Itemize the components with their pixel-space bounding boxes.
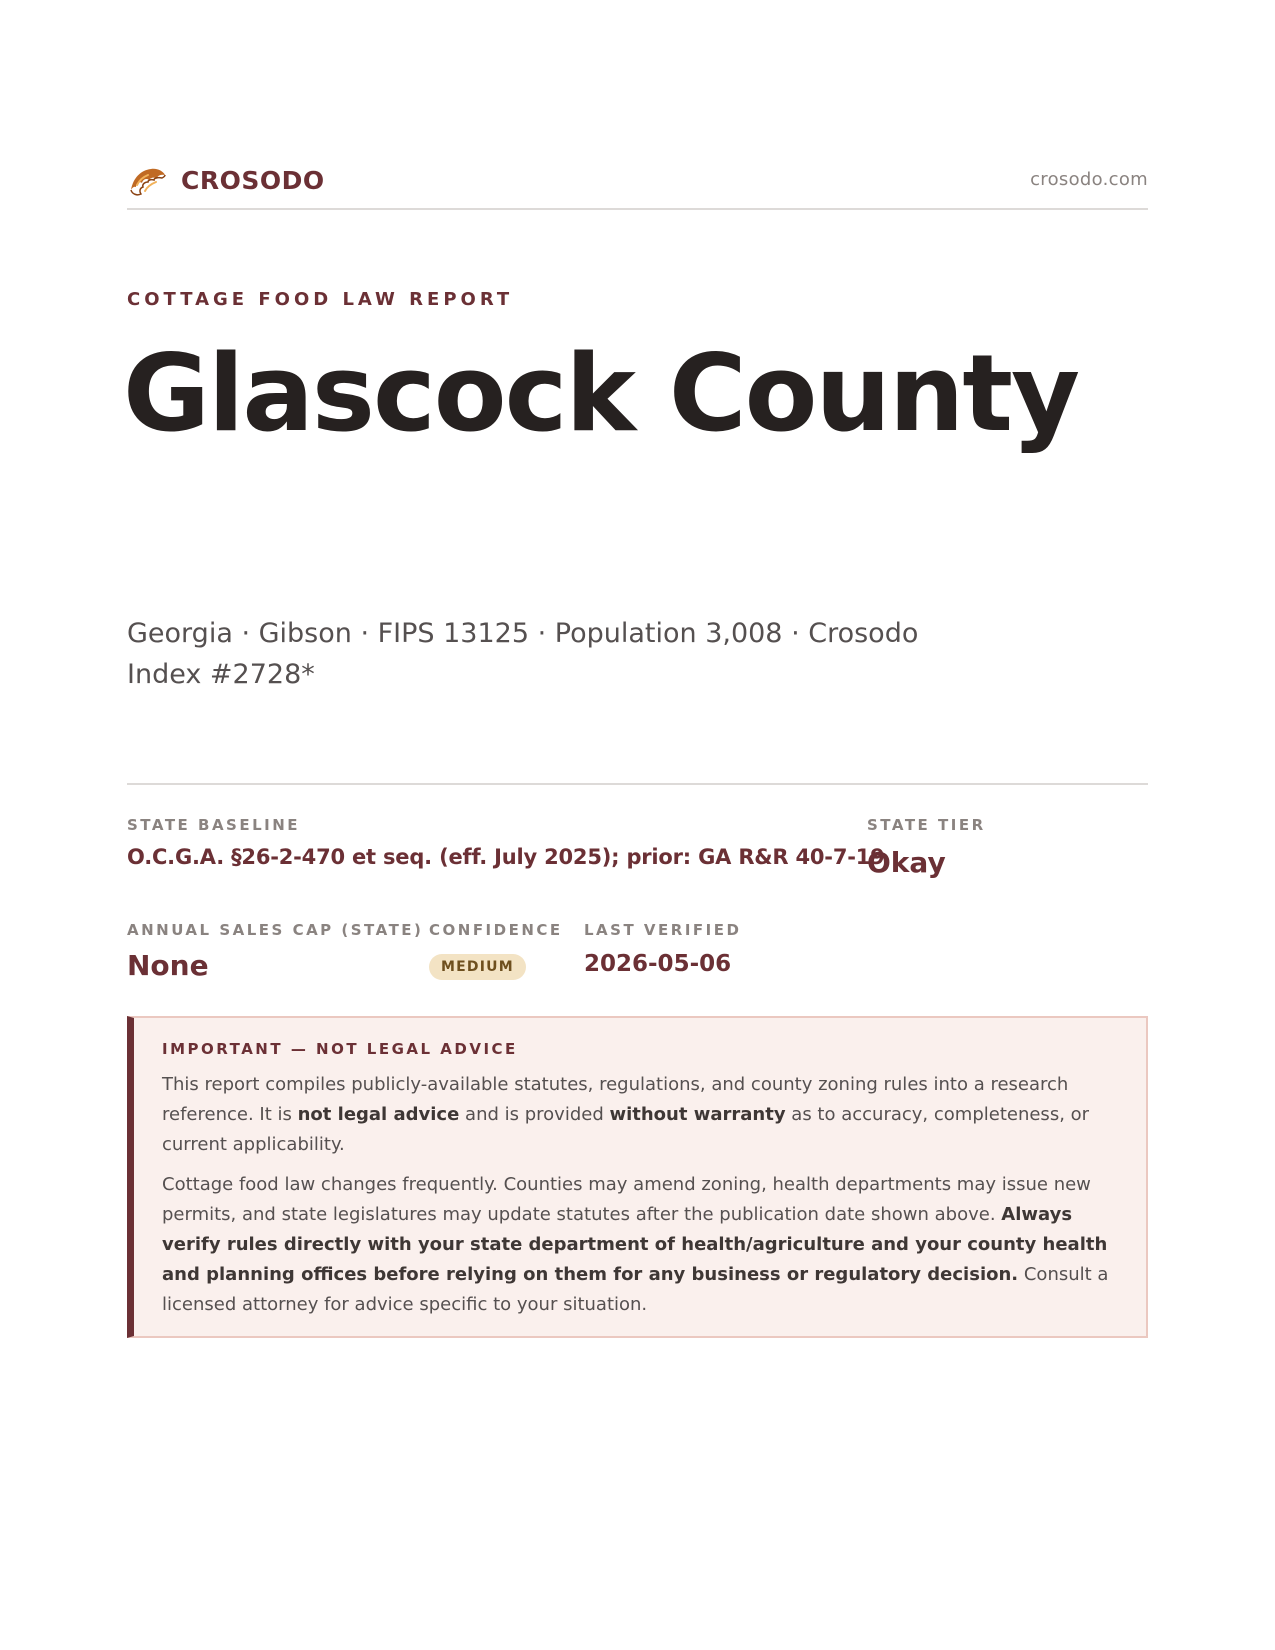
state-baseline-value: O.C.G.A. §26-2-470 et seq. (eff. July 2025); prior: GA R&R 40-7-19 bbox=[127, 845, 885, 869]
confidence-label: CONFIDENCE bbox=[429, 921, 563, 939]
croissant-icon bbox=[127, 160, 167, 200]
disclaimer-text: Consult a licensed attorney for advice specific to your situation. bbox=[162, 1264, 1109, 1315]
confidence-badge: MEDIUM bbox=[429, 954, 526, 980]
sales-cap-value: None bbox=[127, 949, 209, 982]
disclaimer-paragraph-2 bbox=[162, 1170, 1124, 1320]
state-tier-value: Okay bbox=[867, 846, 946, 879]
sales-cap-label: ANNUAL SALES CAP (STATE) bbox=[127, 921, 424, 939]
section-divider bbox=[127, 783, 1148, 785]
fact-state-tier bbox=[867, 816, 986, 879]
disclaimer-text: as to accuracy, completeness, or current applicability. bbox=[162, 1104, 1090, 1155]
disclaimer-emphasis: Always verify rules directly with your state department of health/agriculture and your county health and planning offices before relying on them for any business or regulatory decision. bbox=[162, 1204, 1108, 1285]
brand[interactable] bbox=[127, 160, 325, 200]
report-type-label: COTTAGE FOOD LAW REPORT bbox=[127, 289, 514, 310]
fact-annual-sales-cap bbox=[127, 921, 423, 982]
header-divider bbox=[127, 208, 1148, 210]
disclaimer-text: This report compiles publicly-available statutes, regulations, and county zoning rules into a research reference. It is bbox=[162, 1074, 1069, 1125]
fact-state-baseline bbox=[127, 816, 885, 869]
brand-name: CROSODO bbox=[181, 165, 325, 195]
last-verified-label: LAST VERIFIED bbox=[584, 921, 742, 939]
disclaimer-text: Cottage food law changes frequently. Counties may amend zoning, health departments may issue new permits, and state legislatures may update statutes after the publication date shown above. bbox=[162, 1174, 1091, 1225]
disclaimer-text: and is provided bbox=[459, 1104, 610, 1125]
disclaimer-paragraph-1 bbox=[162, 1070, 1124, 1160]
site-url-link[interactable]: crosodo.com bbox=[1030, 169, 1148, 190]
disclaimer-emphasis: without warranty bbox=[609, 1104, 786, 1125]
county-summary: Georgia · Gibson · FIPS 13125 · Population 3,008 · Crosodo Index #2728* bbox=[127, 618, 919, 690]
fact-confidence bbox=[429, 921, 563, 980]
legal-disclaimer-box bbox=[127, 1016, 1148, 1338]
disclaimer-emphasis: not legal advice bbox=[297, 1104, 460, 1125]
state-baseline-label: STATE BASELINE bbox=[127, 816, 301, 834]
disclaimer-heading: IMPORTANT — NOT LEGAL ADVICE bbox=[162, 1040, 518, 1058]
state-tier-label: STATE TIER bbox=[867, 816, 986, 834]
fact-last-verified bbox=[584, 921, 741, 977]
last-verified-value: 2026-05-06 bbox=[584, 951, 732, 977]
report-page bbox=[123, 0, 1148, 1650]
page-title: Glascock County bbox=[123, 332, 1079, 455]
header bbox=[127, 160, 1148, 200]
